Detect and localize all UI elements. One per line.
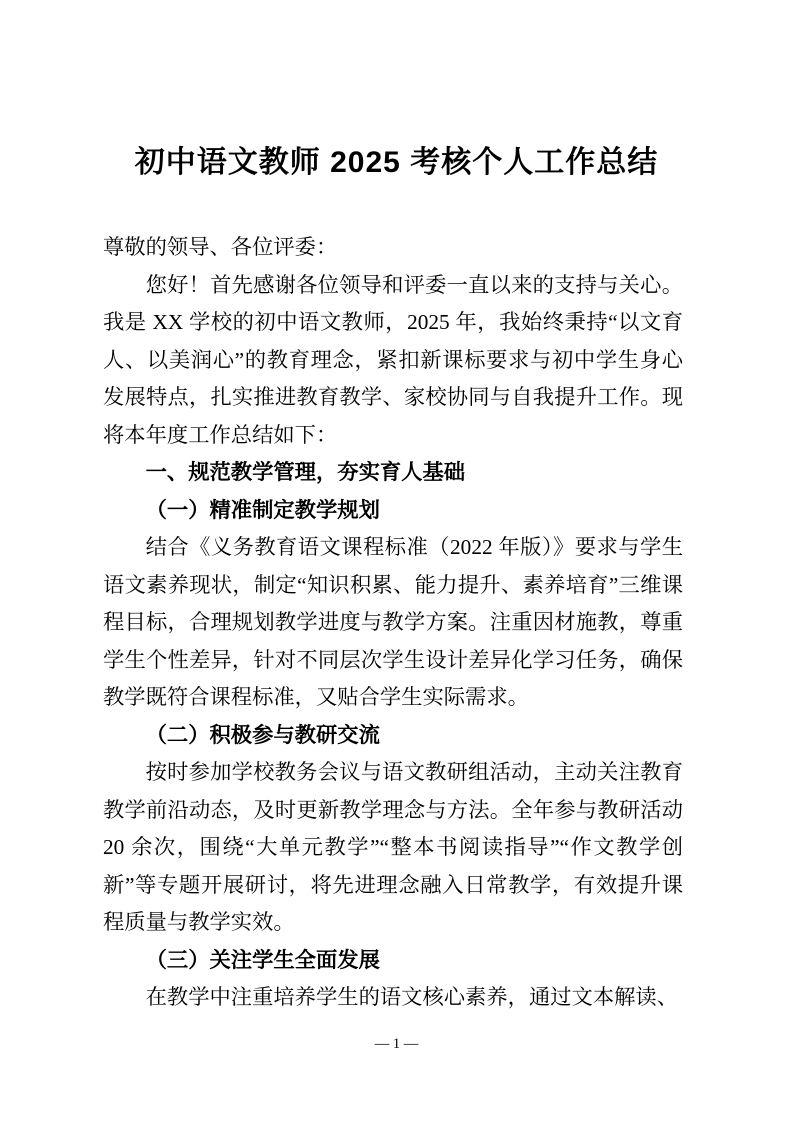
section-heading-1: 一、规范教学管理，夯实育人基础 [145, 460, 466, 484]
subsection-heading-1-2: （二）积极参与教研交流 [145, 722, 380, 747]
subsection-1-2-paragraph: 按时参加学校教务会议与语文教研组活动，主动关注教育教学前沿动态，及时更新教学理念与方法。全年参与教研活动 20 余次，围绕“大单元教学”“整本书阅读指导”“作文教学创新”等专题开展研讨，将先进理念融入日常教学，有效提升课程质量与教学实效。 [103, 760, 683, 934]
page-number: — 1 — [374, 1036, 419, 1052]
document-title: 初中语文教师 2025 考核个人工作总结 [134, 146, 659, 179]
salutation-line: 尊敬的领导、各位评委： [103, 235, 338, 259]
intro-paragraph: 您好！首先感谢各位领导和评委一直以来的支持与关心。我是 XX 学校的初中语文教师，2025 年，我始终秉持“以文育人、以美润心”的教育理念，紧扣新课标要求与初中学生身心发展特点，扎实推进教育教学、家校协同与自我提升工作。现将本年度工作总结如下： [103, 272, 683, 447]
document-body [103, 229, 683, 1017]
subsection-heading-1-1: （一）精准制定教学规划 [145, 497, 380, 522]
subsection-1-3-paragraph: 在教学中注重培养学生的语文核心素养，通过文本解读、 [145, 985, 679, 1009]
subsection-heading-1-3: （三）关注学生全面发展 [145, 947, 380, 972]
subsection-1-1-paragraph: 结合《义务教育语文课程标准（2022 年版）》要求与学生语文素养现状，制定“知识积累、能力提升、素养培育”三维课程目标，合理规划教学进度与教学方案。注重因材施教，尊重学生个性差异，针对不同层次学生设计差异化学习任务，确保教学既符合课程标准，又贴合学生实际需求。 [103, 535, 683, 709]
